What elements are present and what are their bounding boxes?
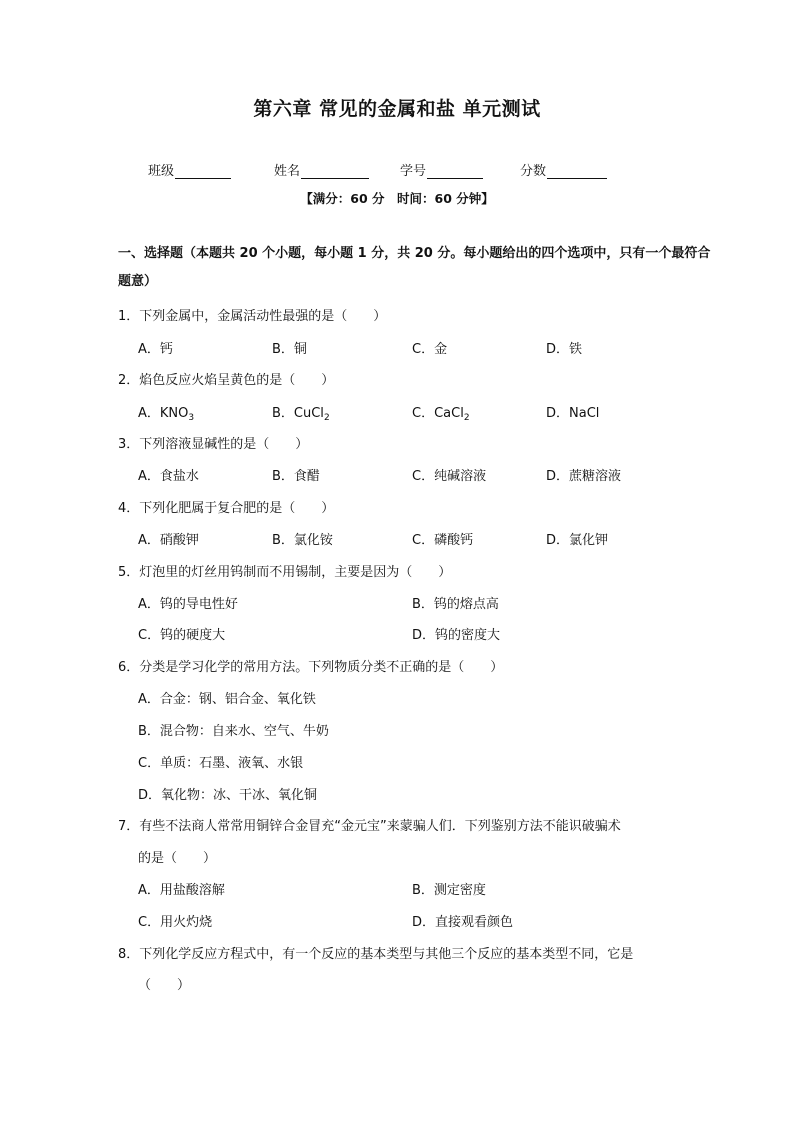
class-label: 班级 [148,164,175,179]
question-5-option-b: B．钨的熔点高 [412,597,499,612]
question-6-option-a: A．合金：钢、铝合金、氧化铁 [138,692,316,707]
question-4-option-c: C．磷酸钙 [412,533,474,548]
question-2-option-b [272,402,330,423]
question-7-option-b: B．测定密度 [412,883,486,898]
question-4-stem: 4．下列化肥属于复合肥的是（ ） [118,501,335,516]
score-blank[interactable] [547,164,607,179]
question-4-option-b: B．氯化铵 [272,533,333,548]
question-2-option-c-text: C．CaCl [412,406,464,421]
student-number-label: 学号 [400,164,427,179]
score-label: 分数 [520,164,547,179]
question-5-option-d: D．钨的密度大 [412,628,501,643]
question-8-stem: 8．下列化学反应方程式中，有一个反应的基本类型与其他三个反应的基本类型不同，它是 [118,947,634,962]
question-3-stem: 3．下列溶液显碱性的是（ ） [118,437,309,452]
question-1-option-b: B．铜 [272,342,307,357]
question-1-stem: 1．下列金属中，金属活动性最强的是（ ） [118,309,387,324]
question-6-option-d: D．氧化物：冰、干冰、氧化铜 [138,788,318,803]
question-7-option-c: C．用火灼烧 [138,915,213,930]
question-1-option-a: A．钙 [138,342,173,357]
question-5-option-c: C．钨的硬度大 [138,628,226,643]
question-2-option-a [138,402,194,423]
question-1-option-c: C．金 [412,342,448,357]
question-3-option-b: B．食醋 [272,469,320,484]
question-3-option-d: D．蔗糖溶液 [546,469,622,484]
section-header-multiple-choice: 一、选择题（本题共 20 个小题，每小题 1 分，共 20 分。每小题给出的四个选项中，只有一个最符合题意） [118,246,711,289]
question-2-option-d: D．NaCl [546,406,600,421]
question-2-option-b-text: B．CuCl [272,406,324,421]
name-blank[interactable] [301,164,369,179]
question-7-option-a: A．用盐酸溶解 [138,883,225,898]
class-blank[interactable] [175,164,231,179]
class-field [148,160,231,179]
question-7-option-d: D．直接观看颜色 [412,915,514,930]
question-4-option-d: D．氯化钾 [546,533,609,548]
question-2-option-c-subscript: 2 [463,413,470,423]
student-number-blank[interactable] [427,164,483,179]
question-2-option-a-subscript: 3 [188,413,195,423]
question-8-stem-continued: （ ） [138,978,191,993]
question-2-stem: 2．焰色反应火焰呈黄色的是（ ） [118,373,335,388]
question-7-stem-continued: 的是（ ） [138,851,217,866]
question-7-stem: 7．有些不法商人常常用铜锌合金冒充“金元宝”来蒙骗人们．下列鉴别方法不能识破骗术 [118,819,621,834]
page-title: 第六章 常见的金属和盐 单元测试 [253,98,541,120]
score-time-info: 【满分：60 分 时间：60 分钟】 [300,191,494,206]
student-number-field [400,160,483,179]
question-6-option-b: B．混合物：自来水、空气、牛奶 [138,724,329,739]
question-5-stem: 5．灯泡里的灯丝用钨制而不用锡制，主要是因为（ ） [118,565,452,580]
question-4-option-a: A．硝酸钾 [138,533,199,548]
question-3-option-a: A．食盐水 [138,469,199,484]
student-info-row [0,160,794,182]
question-5-option-a: A．钨的导电性好 [138,597,238,612]
name-label: 姓名 [274,164,301,179]
question-3-option-c: C．纯碱溶液 [412,469,487,484]
question-6-option-c: C．单质：石墨、液氧、水银 [138,756,304,771]
name-field [274,160,369,179]
question-1-option-d: D．铁 [546,342,583,357]
question-6-stem: 6．分类是学习化学的常用方法。下列物质分类不正确的是（ ） [118,660,504,675]
question-2-option-b-subscript: 2 [323,413,330,423]
question-2-option-c [412,402,470,423]
question-2-option-a-text: A．KNO [138,406,189,421]
score-field [520,160,607,179]
